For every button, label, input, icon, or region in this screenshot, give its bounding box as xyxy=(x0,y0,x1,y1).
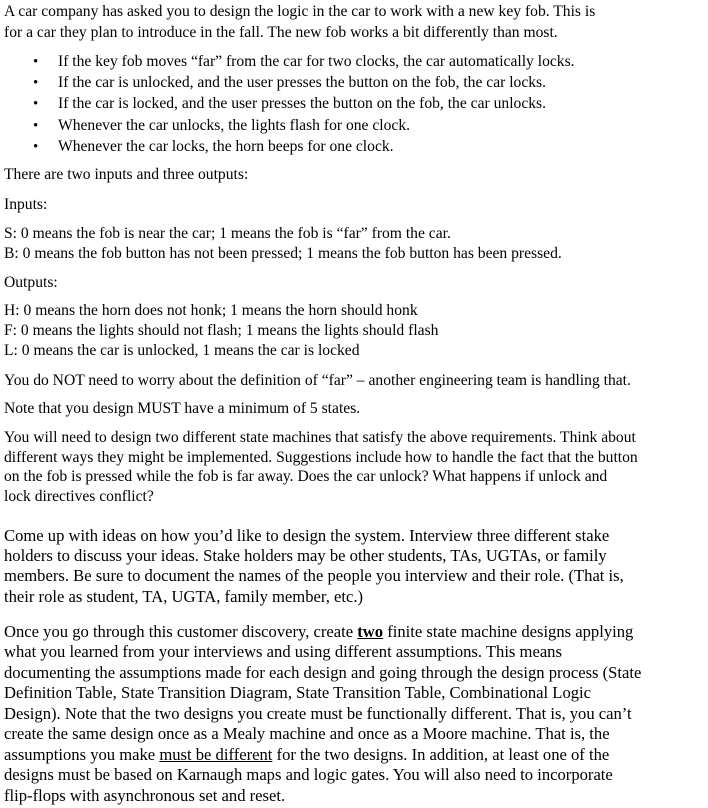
final-line: create the same design once as a Mealy machine and once as a Moore machine. That is, the xyxy=(4,724,610,743)
final-line xyxy=(4,745,609,765)
list-item: Whenever the car unlocks, the lights flash for one clock. xyxy=(58,117,411,134)
interview-line: holders to discuss your ideas. Stake holders may be other students, TAs, UGTAs, or family xyxy=(4,546,607,565)
final-line-text: assumptions you make xyxy=(4,745,160,764)
output-h-definition: H: 0 means the horn does not honk; 1 means the horn should honk xyxy=(4,302,418,319)
final-line: Definition Table, State Transition Diagram, State Transition Table, Combinational Logic xyxy=(4,683,592,702)
bullet-icon: • xyxy=(33,54,39,70)
final-line-text: Once you go through this customer discovery, create xyxy=(4,622,358,641)
design-line: different ways they might be implemented. Suggestions include how to handle the fact that the button xyxy=(4,449,638,466)
bullet-icon: • xyxy=(33,75,39,91)
output-f-definition: F: 0 means the lights should not flash; 1 means the lights should flash xyxy=(4,322,439,339)
list-item: If the key fob moves “far” from the car for two clocks, the car automatically locks. xyxy=(58,53,575,70)
input-b-definition: B: 0 means the fob button has not been pressed; 1 means the fob button has been pressed. xyxy=(4,245,562,262)
final-line: Design). Note that the two designs you create must be functionally different. That is, you can’t xyxy=(4,704,632,723)
bullet-icon: • xyxy=(33,139,39,155)
design-line: You will need to design two different state machines that satisfy the above requirements. Think about xyxy=(4,429,636,446)
states-note: Note that you design MUST have a minimum of 5 states. xyxy=(4,400,361,417)
final-line: designs must be based on Karnaugh maps and logic gates. You will also need to incorporate xyxy=(4,765,613,784)
design-line: lock directives conflict? xyxy=(4,488,154,505)
final-line-text: for the two designs. In addition, at least one of the xyxy=(272,745,610,764)
list-item: Whenever the car locks, the horn beeps for one clock. xyxy=(58,138,394,155)
emphasis-must-be-different: must be different xyxy=(159,745,273,764)
intro-line-1: A car company has asked you to design the logic in the car to work with a new key fob. This is xyxy=(4,3,596,20)
bullet-icon: • xyxy=(33,118,39,134)
final-line: what you learned from your interviews and using different assumptions. This means xyxy=(4,642,562,661)
final-line-text: finite state machine designs applying xyxy=(383,622,634,641)
input-s-definition: S: 0 means the fob is near the car; 1 means the fob is “far” from the car. xyxy=(4,225,451,242)
final-line: documenting the assumptions made for each design and going through the design process (State xyxy=(4,663,642,682)
bullet-icon: • xyxy=(33,96,39,112)
interview-line: members. Be sure to document the names of the people you interview and their role. (That is, xyxy=(4,566,624,585)
inputs-heading: Inputs: xyxy=(4,196,48,213)
interview-line: their role as student, TA, UGTA, family member, etc.) xyxy=(4,587,364,606)
far-note: You do NOT need to worry about the definition of “far” – another engineering team is handling that. xyxy=(4,372,631,389)
list-item: If the car is locked, and the user presses the button on the fob, the car unlocks. xyxy=(58,95,547,112)
outputs-heading: Outputs: xyxy=(4,274,58,291)
final-line xyxy=(4,622,633,642)
design-line: on the fob is pressed while the fob is far away. Does the car unlock? What happens if unlock and xyxy=(4,468,608,485)
final-line: flip-flops with asynchronous set and reset. xyxy=(4,786,286,805)
io-summary: There are two inputs and three outputs: xyxy=(4,166,249,183)
list-item: If the car is unlocked, and the user presses the button on the fob, the car locks. xyxy=(58,74,547,91)
intro-line-2: for a car they plan to introduce in the fall. The new fob works a bit differently than most. xyxy=(4,24,558,41)
interview-line: Come up with ideas on how you’d like to design the system. Interview three different stake xyxy=(4,526,610,545)
output-l-definition: L: 0 means the car is unlocked, 1 means the car is locked xyxy=(4,342,360,359)
emphasis-two: two xyxy=(357,622,384,641)
